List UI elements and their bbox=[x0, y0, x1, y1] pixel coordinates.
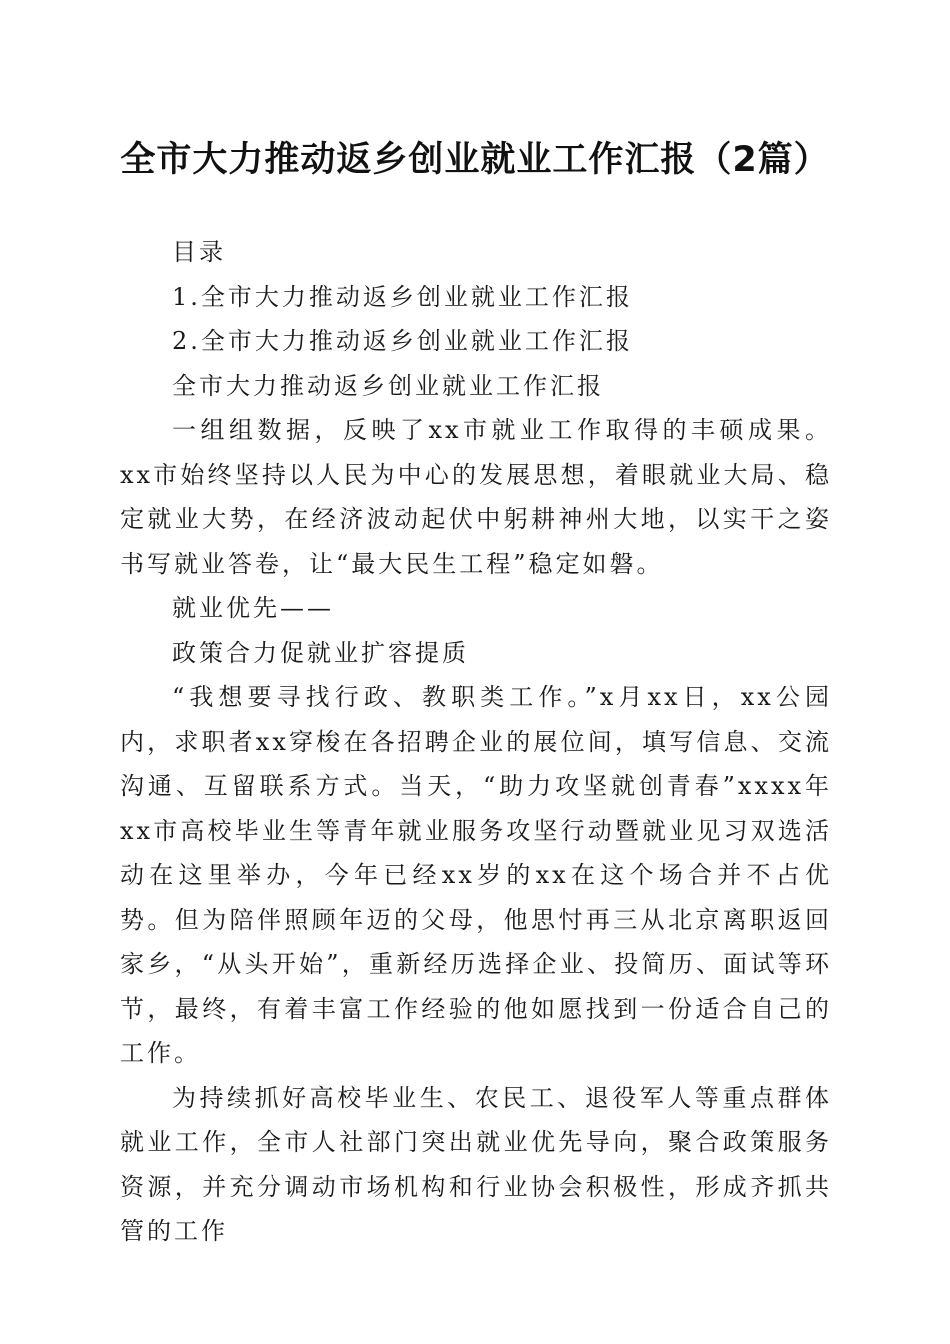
toc-heading: 目录 bbox=[172, 238, 226, 266]
document-body bbox=[120, 230, 832, 1254]
paragraph: “我想要寻找行政、教职类工作。”x月xx日，xx公园内，求职者xx穿梭在各招聘企业的展位间，填写信息、交流沟通、互留联系方式。当天，“助力攻坚就创青春”xxxx年xx市高校毕业生等青年就业服务攻坚行动暨就业见习双选活动在这里举办，今年已经xx岁的xx在这个场合并不占优势。但为陪伴照顾年迈的父母，他思忖再三从北京离职返回家乡，“从头开始”，重新经历选择企业、投简历、面试等环节，最终，有着丰富工作经验的他如愿找到一份适合自己的工作。 bbox=[120, 683, 832, 1067]
paragraph: 为持续抓好高校毕业生、农民工、退役军人等重点群体就业工作，全市人社部门突出就业优先导向，聚合政策服务资源，并充分调动市场机构和行业协会积极性，形成齐抓共管的工作 bbox=[120, 1083, 832, 1245]
subheading: 政策合力促就业扩容提质 bbox=[172, 638, 469, 667]
toc-item: 1.全市大力推动返乡创业就业工作汇报 bbox=[172, 282, 633, 311]
subheading: 就业优先—— bbox=[172, 594, 334, 622]
paragraph: 一组组数据，反映了xx市就业工作取得的丰硕成果。xx市始终坚持以人民为中心的发展思想，着眼就业大局、稳定就业大势，在经济波动起伏中躬耕神州大地，以实干之姿书写就业答卷，让“最大民生工程”稳定如磐。 bbox=[120, 416, 832, 578]
document-title: 全市大力推动返乡创业就业工作汇报（2篇） bbox=[120, 140, 830, 180]
toc-item: 2.全市大力推动返乡创业就业工作汇报 bbox=[172, 327, 633, 355]
section-title: 全市大力推动返乡创业就业工作汇报 bbox=[172, 371, 604, 400]
